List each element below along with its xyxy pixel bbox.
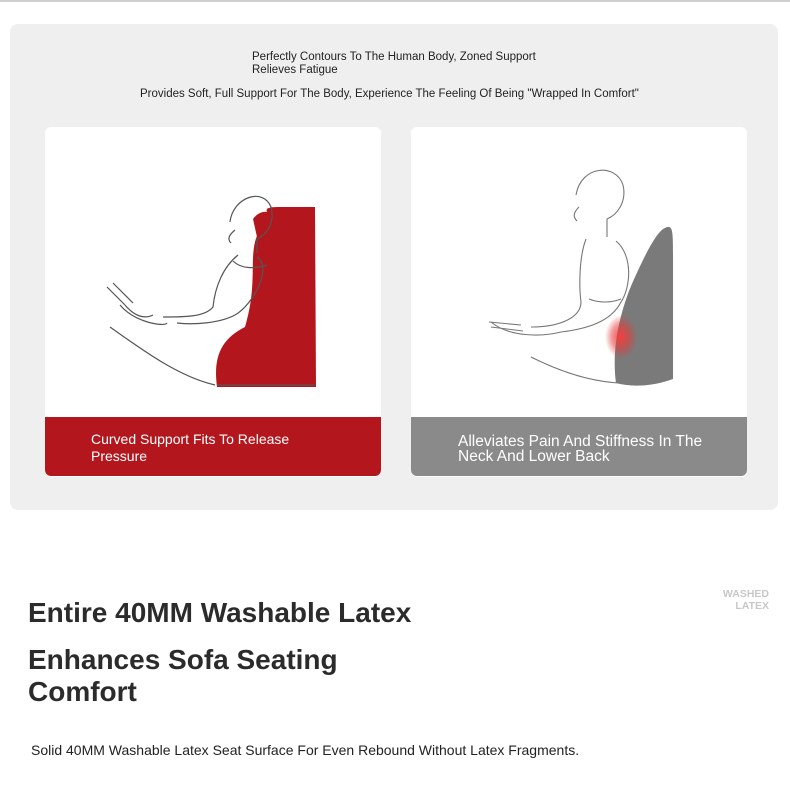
card-pain-relief [411,127,747,477]
watermark-line2: LATEX [735,600,769,612]
headline-line1: Perfectly Contours To The Human Body, Zoned Support [252,51,536,63]
feature-description: Solid 40MM Washable Latex Seat Surface For Even Rebound Without Latex Fragments. [31,742,580,758]
card-caption: Curved Support Fits To Release Pressure [91,431,290,464]
subheadline: Provides Soft, Full Support For The Body, Experience The Feeling Of Being "Wrapped In Comfort" [140,88,639,100]
headline-line2: Relieves Fatigue [252,64,338,76]
card-caption: Alleviates Pain And Stiffness In The Neck And Lower Back [458,433,703,465]
feature-title-line1: Entire 40MM Washable Latex [28,597,412,628]
top-divider [0,0,790,2]
person-with-gray-lumbar-pillow-illustration [411,127,747,417]
washed-latex-watermark [714,588,769,612]
person-with-red-backrest-illustration [45,127,381,417]
caption-bar-gray [411,417,747,476]
watermark-line1: WASHED [722,588,769,600]
caption-bar-red [45,417,381,476]
headline [252,51,536,77]
card-curved-support [45,127,381,477]
feature-title-line2: Enhances Sofa Seating Comfort [28,644,338,707]
